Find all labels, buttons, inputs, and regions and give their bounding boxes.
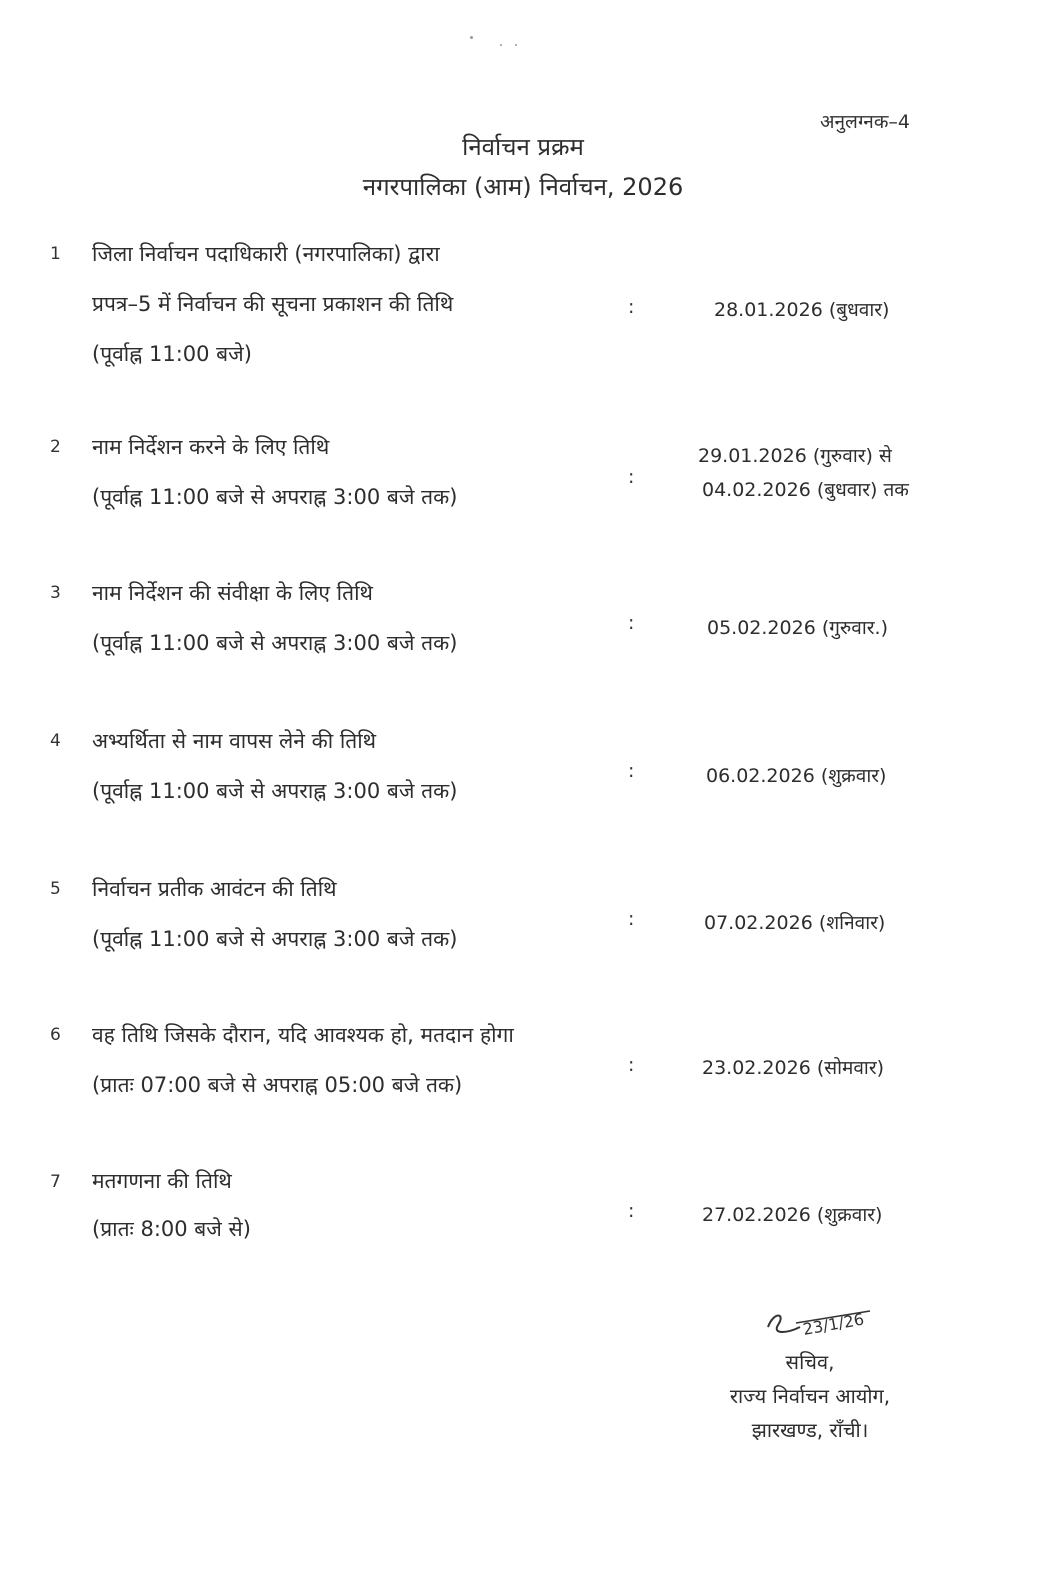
item-description-line: प्रपत्र–5 में निर्वाचन की सूचना प्रकाशन की तिथि: [92, 292, 454, 316]
signatory-location: झारखण्ड, राँची।: [751, 1418, 869, 1442]
item-description-line: (प्रातः 8:00 बजे से): [92, 1217, 251, 1241]
handwritten-signature: [760, 1305, 880, 1345]
item-description-line: मतगणना की तिथि: [92, 1169, 232, 1193]
item-description-line: (पूर्वाह्न 11:00 बजे से अपराह्न 3:00 बजे तक): [92, 631, 458, 655]
item-description-line: अभ्यर्थिता से नाम वापस लेने की तिथि: [92, 729, 377, 753]
item-description-line: (पूर्वाह्न 11:00 बजे से अपराह्न 3:00 बजे तक): [92, 927, 458, 951]
scan-speck: [470, 36, 473, 39]
item-number: 1: [50, 244, 61, 264]
item-number: 2: [50, 437, 61, 457]
signatory-designation: सचिव,: [785, 1350, 835, 1374]
item-date: 29.01.2026 (गुरुवार) से: [698, 445, 892, 467]
item-number: 3: [50, 583, 61, 603]
document-title: निर्वाचन प्रक्रम: [462, 133, 584, 161]
item-separator: :: [628, 296, 635, 318]
scan-speck: [515, 44, 517, 46]
item-separator: :: [628, 612, 635, 634]
item-separator: :: [628, 1200, 635, 1222]
item-description-line: (पूर्वाह्न 11:00 बजे): [92, 342, 252, 366]
item-separator: :: [628, 466, 635, 488]
item-description-line: निर्वाचन प्रतीक आवंटन की तिथि: [92, 877, 337, 901]
item-separator: :: [628, 760, 635, 782]
item-date: 05.02.2026 (गुरुवार.): [707, 617, 889, 639]
item-description-line: (प्रातः 07:00 बजे से अपराह्न 05:00 बजे तक): [92, 1073, 463, 1097]
item-date: 04.02.2026 (बुधवार) तक: [702, 479, 909, 501]
item-description-line: नाम निर्देशन की संवीक्षा के लिए तिथि: [92, 581, 373, 605]
item-description-line: (पूर्वाह्न 11:00 बजे से अपराह्न 3:00 बजे तक): [92, 779, 458, 803]
item-description-line: नाम निर्देशन करने के लिए तिथि: [92, 435, 330, 459]
item-number: 5: [50, 879, 61, 899]
item-separator: :: [628, 908, 635, 930]
item-number: 6: [50, 1025, 61, 1045]
annexure-label: अनुलग्नक–4: [820, 111, 911, 133]
scan-speck: [500, 44, 502, 46]
item-date: 23.02.2026 (सोमवार): [702, 1057, 885, 1079]
item-date: 27.02.2026 (शुक्रवार): [702, 1204, 883, 1226]
item-date: 07.02.2026 (शनिवार): [704, 912, 886, 934]
document-subtitle: नगरपालिका (आम) निर्वाचन, 2026: [362, 173, 684, 201]
item-number: 4: [50, 731, 61, 751]
handwritten-date: 23/1/26: [801, 1309, 866, 1339]
item-date: 06.02.2026 (शुक्रवार): [706, 765, 887, 787]
item-number: 7: [50, 1172, 61, 1192]
signature-block: [700, 1305, 920, 1447]
item-description-line: (पूर्वाह्न 11:00 बजे से अपराह्न 3:00 बजे तक): [92, 485, 458, 509]
signatory-office: राज्य निर्वाचन आयोग,: [729, 1384, 891, 1408]
item-separator: :: [628, 1054, 635, 1076]
item-description-line: वह तिथि जिसके दौरान, यदि आवश्यक हो, मतदान होगा: [92, 1023, 514, 1047]
item-description-line: जिला निर्वाचन पदाधिकारी (नगरपालिका) द्वारा: [92, 242, 440, 266]
item-date: 28.01.2026 (बुधवार): [714, 299, 890, 321]
